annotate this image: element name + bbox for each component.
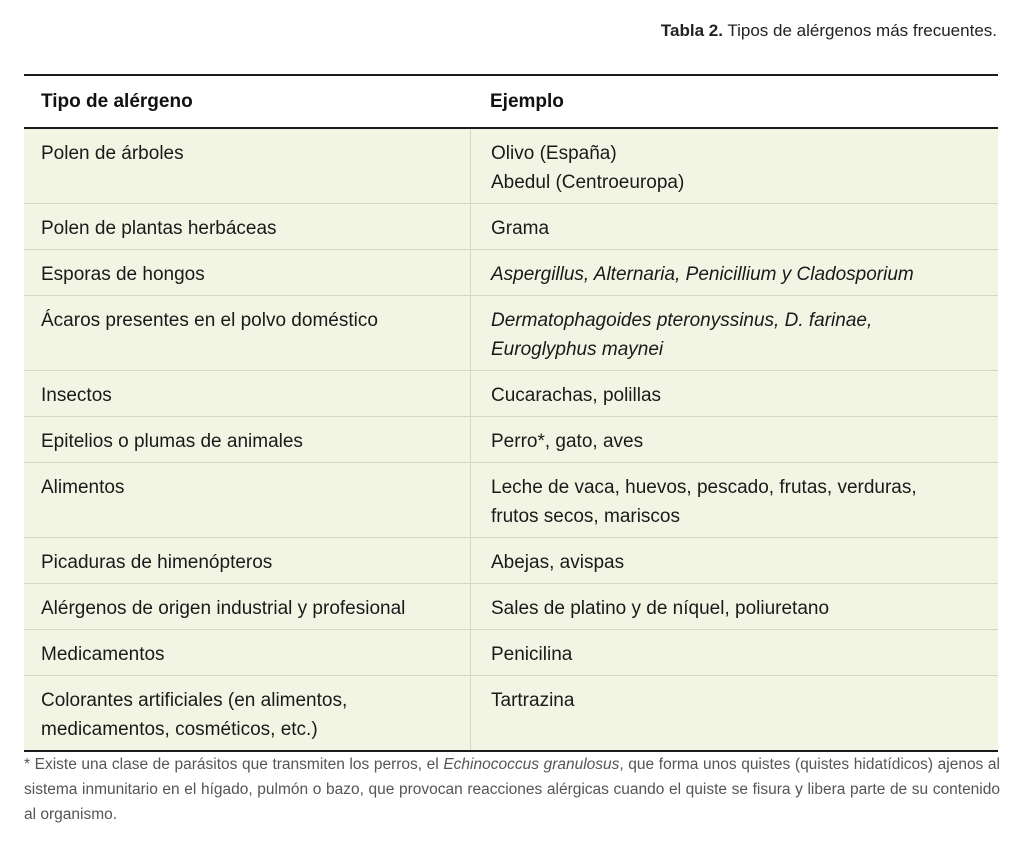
example-cell [471, 250, 998, 295]
table-row [24, 250, 998, 296]
allergen-type-text: Alimentos [41, 477, 125, 498]
example-text: Sales de platino y de níquel, poliuretano [491, 598, 830, 619]
caption-text: Tipos de alérgenos más frecuentes. [722, 21, 997, 40]
allergen-type-cell [24, 371, 471, 416]
example-text: frutos secos, mariscos [491, 506, 680, 527]
example-cell [471, 463, 998, 537]
header-type: Tipo de alérgeno [41, 90, 193, 112]
allergen-type-cell [24, 417, 471, 462]
example-text: Perro*, gato, aves [491, 431, 644, 452]
table-row [24, 371, 998, 417]
table-body [24, 129, 998, 752]
allergen-type-text: Picaduras de himenópteros [41, 552, 273, 573]
footnote [24, 752, 1000, 827]
table-row [24, 584, 998, 630]
allergen-type-text: Alérgenos de origen industrial y profesional [41, 598, 406, 619]
allergen-type-cell [24, 676, 471, 750]
example-text: Abedul (Centroeuropa) [491, 172, 685, 193]
example-text: Tartrazina [491, 690, 575, 711]
allergen-type-cell [24, 584, 471, 629]
example-cell [471, 630, 998, 675]
table-row [24, 538, 998, 584]
example-cell [471, 129, 998, 203]
example-cell [471, 417, 998, 462]
allergen-type-text: Colorantes artificiales (en alimentos, [41, 690, 348, 711]
example-cell [471, 538, 998, 583]
allergen-type-text: Polen de plantas herbáceas [41, 218, 277, 239]
caption-label: Tabla 2. [660, 21, 723, 40]
footnote-before: * Existe una clase de parásitos que transmiten los perros, el [24, 756, 444, 773]
example-cell [471, 676, 998, 750]
allergen-table [24, 74, 998, 752]
example-cell [471, 204, 998, 249]
example-text: Olivo (España) [491, 143, 617, 164]
footnote-species: Echinococcus granulosus [443, 756, 620, 773]
allergen-type-cell [24, 630, 471, 675]
example-text: Leche de vaca, huevos, pescado, frutas, verduras, [491, 477, 917, 498]
table-row [24, 630, 998, 676]
allergen-type-text: Ácaros presentes en el polvo doméstico [41, 310, 378, 331]
allergen-type-text: Insectos [41, 385, 112, 406]
allergen-type-text: Epitelios o plumas de animales [41, 431, 303, 452]
example-cell [471, 296, 998, 370]
header-example: Ejemplo [490, 90, 564, 112]
example-text: Abejas, avispas [491, 552, 625, 573]
table-header [24, 76, 998, 129]
footnote-after: , que forma unos quistes (quistes hidatídicos) ajenos al sistema inmunitario en el hígado, pulmón o bazo, que provocan reacciones alérgicas cuando el quiste se fisura y libera parte de su contenido al organismo. [24, 756, 1000, 823]
example-cell [471, 371, 998, 416]
table-row [24, 129, 998, 204]
table-row [24, 417, 998, 463]
example-text: Grama [491, 218, 550, 239]
table-row [24, 676, 998, 752]
allergen-type-cell [24, 538, 471, 583]
example-text: Penicilina [491, 644, 573, 665]
example-cell [471, 584, 998, 629]
example-text: Dermatophagoides pteronyssinus, D. farinae, [491, 310, 873, 331]
table-caption [661, 21, 997, 41]
allergen-type-cell [24, 204, 471, 249]
example-text: Cucarachas, polillas [491, 385, 662, 406]
table-row [24, 296, 998, 371]
table-row [24, 204, 998, 250]
allergen-type-text: medicamentos, cosméticos, etc.) [41, 719, 318, 740]
allergen-type-cell [24, 463, 471, 537]
allergen-type-cell [24, 296, 471, 370]
allergen-type-cell [24, 129, 471, 203]
example-text: Euroglyphus maynei [491, 339, 664, 360]
allergen-type-text: Esporas de hongos [41, 264, 205, 285]
allergen-type-text: Medicamentos [41, 644, 165, 665]
allergen-type-cell [24, 250, 471, 295]
allergen-type-text: Polen de árboles [41, 143, 184, 164]
table-row [24, 463, 998, 538]
example-text: Aspergillus, Alternaria, Penicillium y Cladosporium [491, 264, 914, 285]
